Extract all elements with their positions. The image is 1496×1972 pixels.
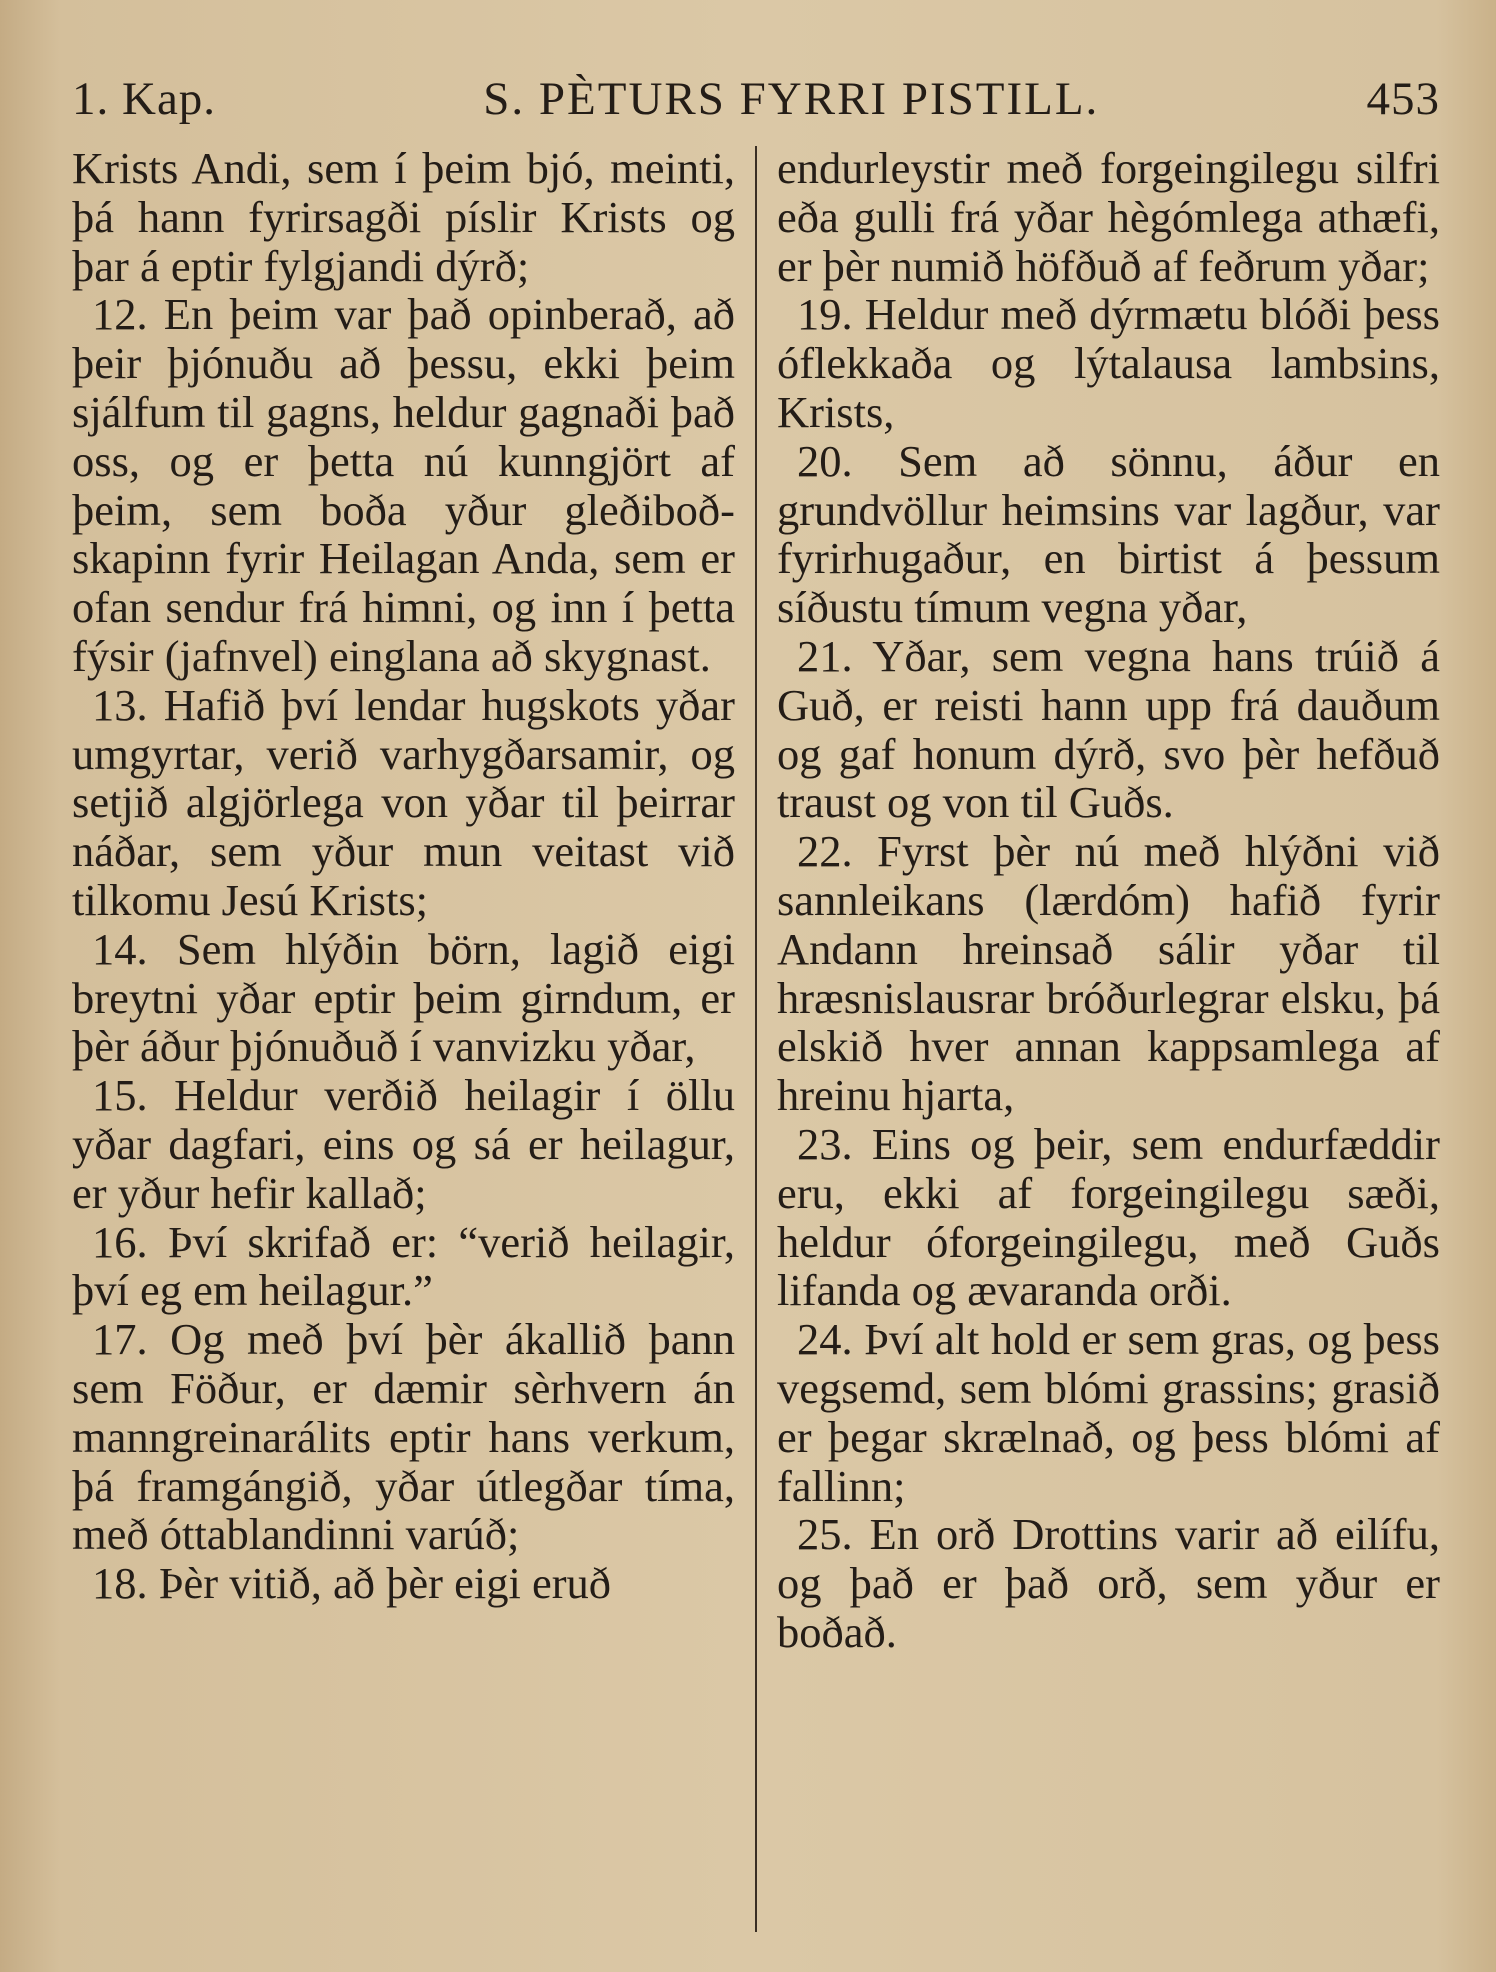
verse-24: 24. Því alt hold er sem gras, og þess vegsemd, sem blómi grassins; grasið er þegar skrælnað, og þess blómi af fallinn; [776, 1314, 1440, 1511]
verse-20: 20. Sem að sönnu, áður en grundvöllur heimsins var lagður, var fyrirhugaður, en birtist á þessum síðustu tímum vegna yðar, [776, 435, 1440, 633]
verse-22: 22. Fyrst þèr nú með hlýðni við sannleikans (lærdóm) hafið fyrir Andann hreinsað sálir yðar til hræsnislausrar bróðurlegrar elsku, þá elskið hver annan kappsamlega af hreinu hjarta, [776, 826, 1440, 1121]
verse-17: 17. Og með því þèr ákallið þann sem Föður, er dæmir sèrhvern án manngreinarálits eptir hans verkum, þá framgángið, yðar útlegðar tíma, með óttablandinni varúð; [72, 1314, 735, 1560]
right-column [757, 144, 1440, 1934]
verse-19: 19. Heldur með dýrmætu blóði þess óflekkaða og lýtalausa lambsins, Krists, [776, 289, 1440, 437]
verse-11-continuation: Krists Andi, sem í þeim bjó, meinti, þá hann fyrirsagði píslir Krists og þar á eptir fylgjandi dýrð; [72, 143, 735, 291]
verse-18-continuation: endurleystir með forgeingilegu silfri eða gulli frá yðar hègómlega athæfi, er þèr numið höfðuð af feðrum yðar; [776, 143, 1440, 291]
verse-13: 13. Hafið því lendar hugskots yðar umgyrtar, verið varhygðarsamir, og setjið algjörlega von yðar til þeirrar náðar, sem yður mun veitast við tilkomu Jesú Krists; [72, 679, 735, 925]
page-number: 453 [1366, 73, 1440, 125]
verse-23: 23. Eins og þeir, sem endurfæddir eru, ekki af forgeingilegu sæði, heldur óforgeingilegu, með Guðs lifanda og ævaranda orði. [776, 1118, 1440, 1316]
text-columns [72, 144, 1440, 1934]
verse-21: 21. Yðar, sem vegna hans trúið á Guð, er reisti hann upp frá dauðum og gaf honum dýrð, svo þèr hefðuð traust og von til Guðs. [776, 630, 1440, 828]
verse-12: 12. En þeim var það opinberað, að þeir þjónuðu að þessu, ekki þeim sjálfum til gagns, heldur gagnaði það oss, og er þetta nú kunngjört af þeim, sem boða yður gleðiboðskapinn fyrir Heilagan Anda, sem er ofan sendur frá himni, og inn í þetta fýsir (jafnvel) einglana að skygnast. [72, 289, 735, 681]
page-title: S. PÈTURS FYRRI PISTILL. [483, 73, 1100, 125]
verse-15: 15. Heldur verðið heilagir í öllu yðar dagfari, eins og sá er heilagur, er yður hefir kallað; [72, 1070, 735, 1218]
chapter-label: 1. Kap. [72, 73, 217, 125]
verse-18: 18. Þèr vitið, að þèr eigi eruð [92, 1558, 612, 1609]
verse-16: 16. Því skrifað er: “verið heilagir, því eg em heilagur.” [72, 1216, 735, 1316]
left-column [72, 144, 755, 1934]
verse-25: 25. En orð Drottins varir að eilífu, og það er það orð, sem yður er boðað. [776, 1509, 1440, 1657]
verse-14: 14. Sem hlýðin börn, lagið eigi breytni yðar eptir þeim girndum, er þèr áður þjónuðuð í vanvizku yðar, [72, 923, 735, 1072]
page-header [72, 72, 1440, 134]
